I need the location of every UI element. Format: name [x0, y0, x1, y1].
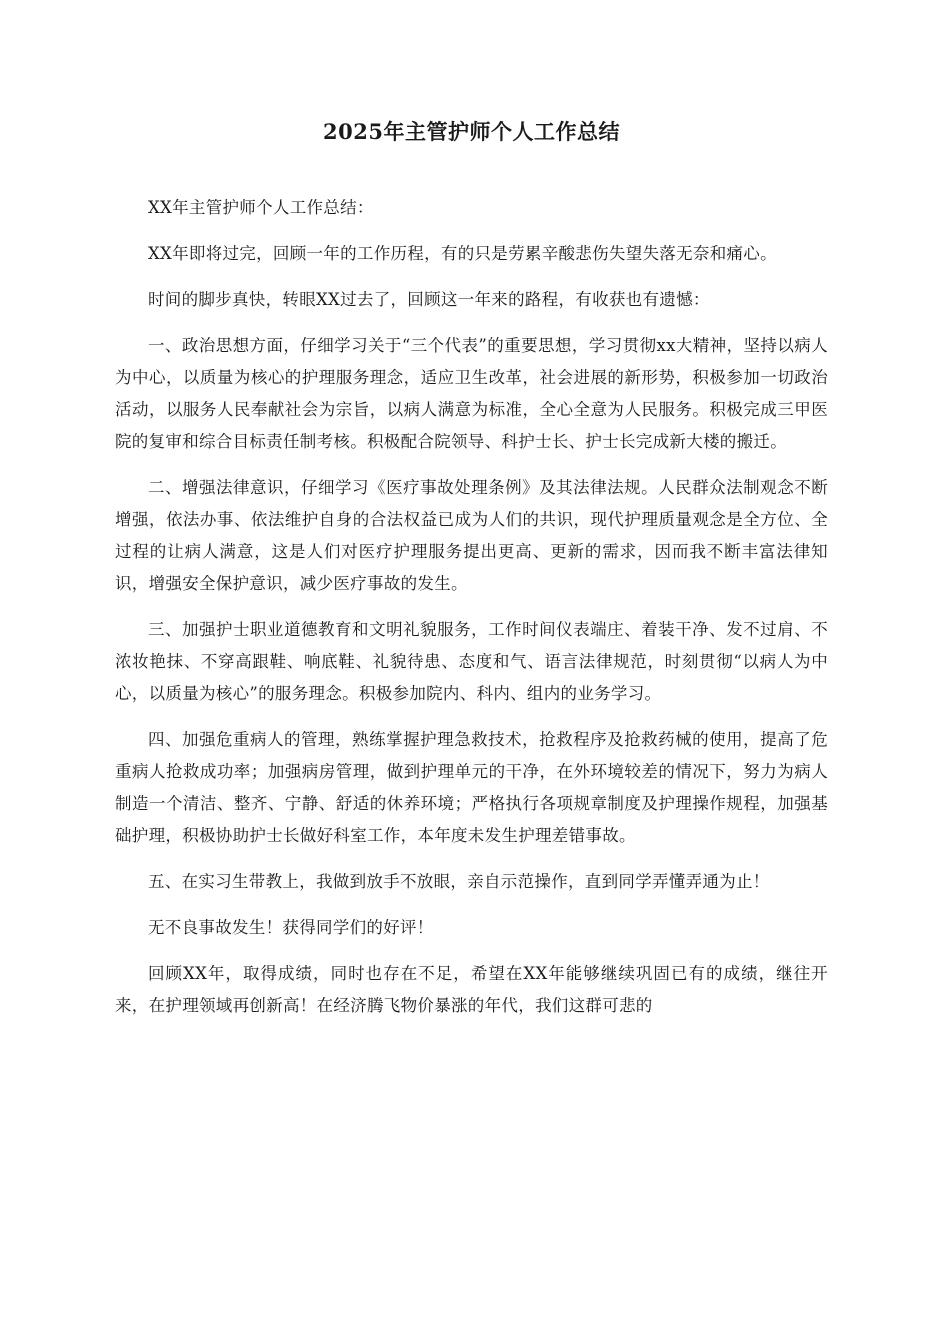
paragraph-section-3: 三、加强护士职业道德教育和文明礼貌服务，工作时间仪表端庄、着装干净、发不过肩、不浓妆艳抹、不穿高跟鞋、响底鞋、礼貌待患、态度和气、语言法律规范，时刻贯彻“以病人为中心，以质量为核心”的服务理念。积极参加院内、科内、组内的业务学习。 — [115, 620, 828, 703]
paragraph-review: 时间的脚步真快，转眼XX过去了，回顾这一年来的路程，有收获也有遗憾： — [148, 290, 710, 309]
document-title: 2025年主管护师个人工作总结 — [323, 119, 620, 144]
paragraph-section-2: 二、增强法律意识，仔细学习《医疗事故处理条例》及其法律法规。人民群众法制观念不断增强，依法办事、依法维护自身的合法权益已成为人们的共识，现代护理质量观念是全方位、全过程的让病人满意，这是人们对医疗护理服务提出更高、更新的需求，因而我不断丰富法律知识，增强安全保护意识，减少医疗事故的发生。 — [115, 478, 828, 593]
paragraph-no-accidents: 无不良事故发生！获得同学们的好评！ — [148, 918, 434, 937]
paragraph-section-1: 一、政治思想方面，仔细学习关于“三个代表”的重要思想，学习贯彻xx大精神，坚持以病人为中心，以质量为核心的护理服务理念，适应卫生改革，社会进展的新形势，积极参加一切政治活动，以服务人民奉献社会为宗旨，以病人满意为标准，全心全意为人民服务。积极完成三甲医院的复审和综合目标责任制考核。积极配合院领导、科护士长、护士长完成新大楼的搬迁。 — [115, 336, 828, 451]
paragraph-greeting: XX年主管护师个人工作总结： — [148, 198, 374, 217]
paragraph-conclusion: 回顾XX年，取得成绩，同时也存在不足，希望在XX年能够继续巩固已有的成绩，继往开来，在护理领域再创新高！在经济腾飞物价暴涨的年代，我们这群可悲的 — [115, 964, 828, 1015]
paragraph-section-5: 五、在实习生带教上，我做到放手不放眼，亲自示范操作，直到同学弄懂弄通为止！ — [148, 872, 770, 891]
paragraph-section-4: 四、加强危重病人的管理，熟练掌握护理急救技术，抢救程序及抢救药械的使用，提高了危重病人抢救成功率；加强病房管理，做到护理单元的干净，在外环境较差的情况下，努力为病人制造一个清洁、整齐、宁静、舒适的休养环境；严格执行各项规章制度及护理操作规程，加强基础护理，积极协助护士长做好科室工作，本年度未发生护理差错事故。 — [115, 730, 828, 845]
paragraph-intro: XX年即将过完，回顾一年的工作历程，有的只是劳累辛酸悲伤失望失落无奈和痛心。 — [148, 244, 777, 263]
